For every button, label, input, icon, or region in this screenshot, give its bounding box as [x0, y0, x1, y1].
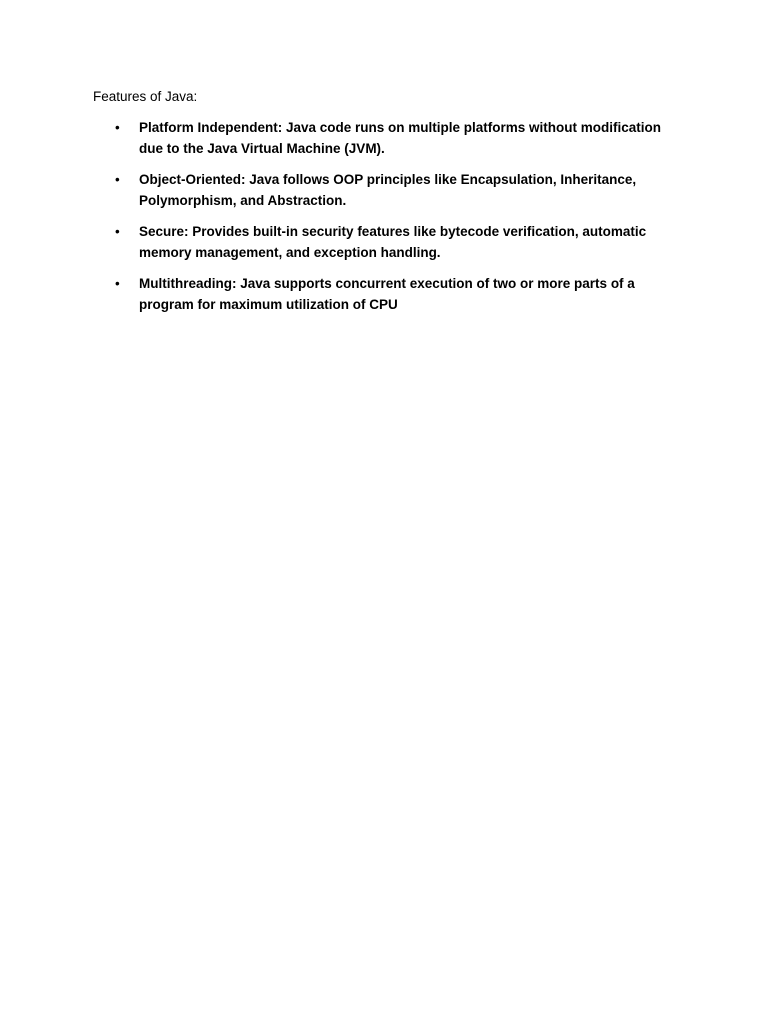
- feature-text: Secure: Provides built-in security features like bytecode verification, automatic memory management, and exception handling.: [139, 224, 647, 260]
- list-item: [0, 221, 768, 263]
- bullet-icon: •: [115, 172, 120, 187]
- feature-text: Platform Independent: Java code runs on multiple platforms without modification due to the Java Virtual Machine (JVM).: [139, 120, 662, 156]
- bullet-icon: •: [115, 120, 120, 135]
- list-item: [0, 169, 768, 211]
- feature-text: Multithreading: Java supports concurrent execution of two or more parts of a program for maximum utilization of CPU: [139, 276, 635, 312]
- list-item: [0, 273, 768, 315]
- page-heading: Features of Java:: [93, 89, 198, 104]
- list-item: [0, 117, 768, 159]
- feature-text: Object-Oriented: Java follows OOP principles like Encapsulation, Inheritance, Polymorphism, and Abstraction.: [139, 172, 637, 208]
- bullet-icon: •: [115, 224, 120, 239]
- bullet-icon: •: [115, 276, 120, 291]
- feature-list: [0, 117, 768, 325]
